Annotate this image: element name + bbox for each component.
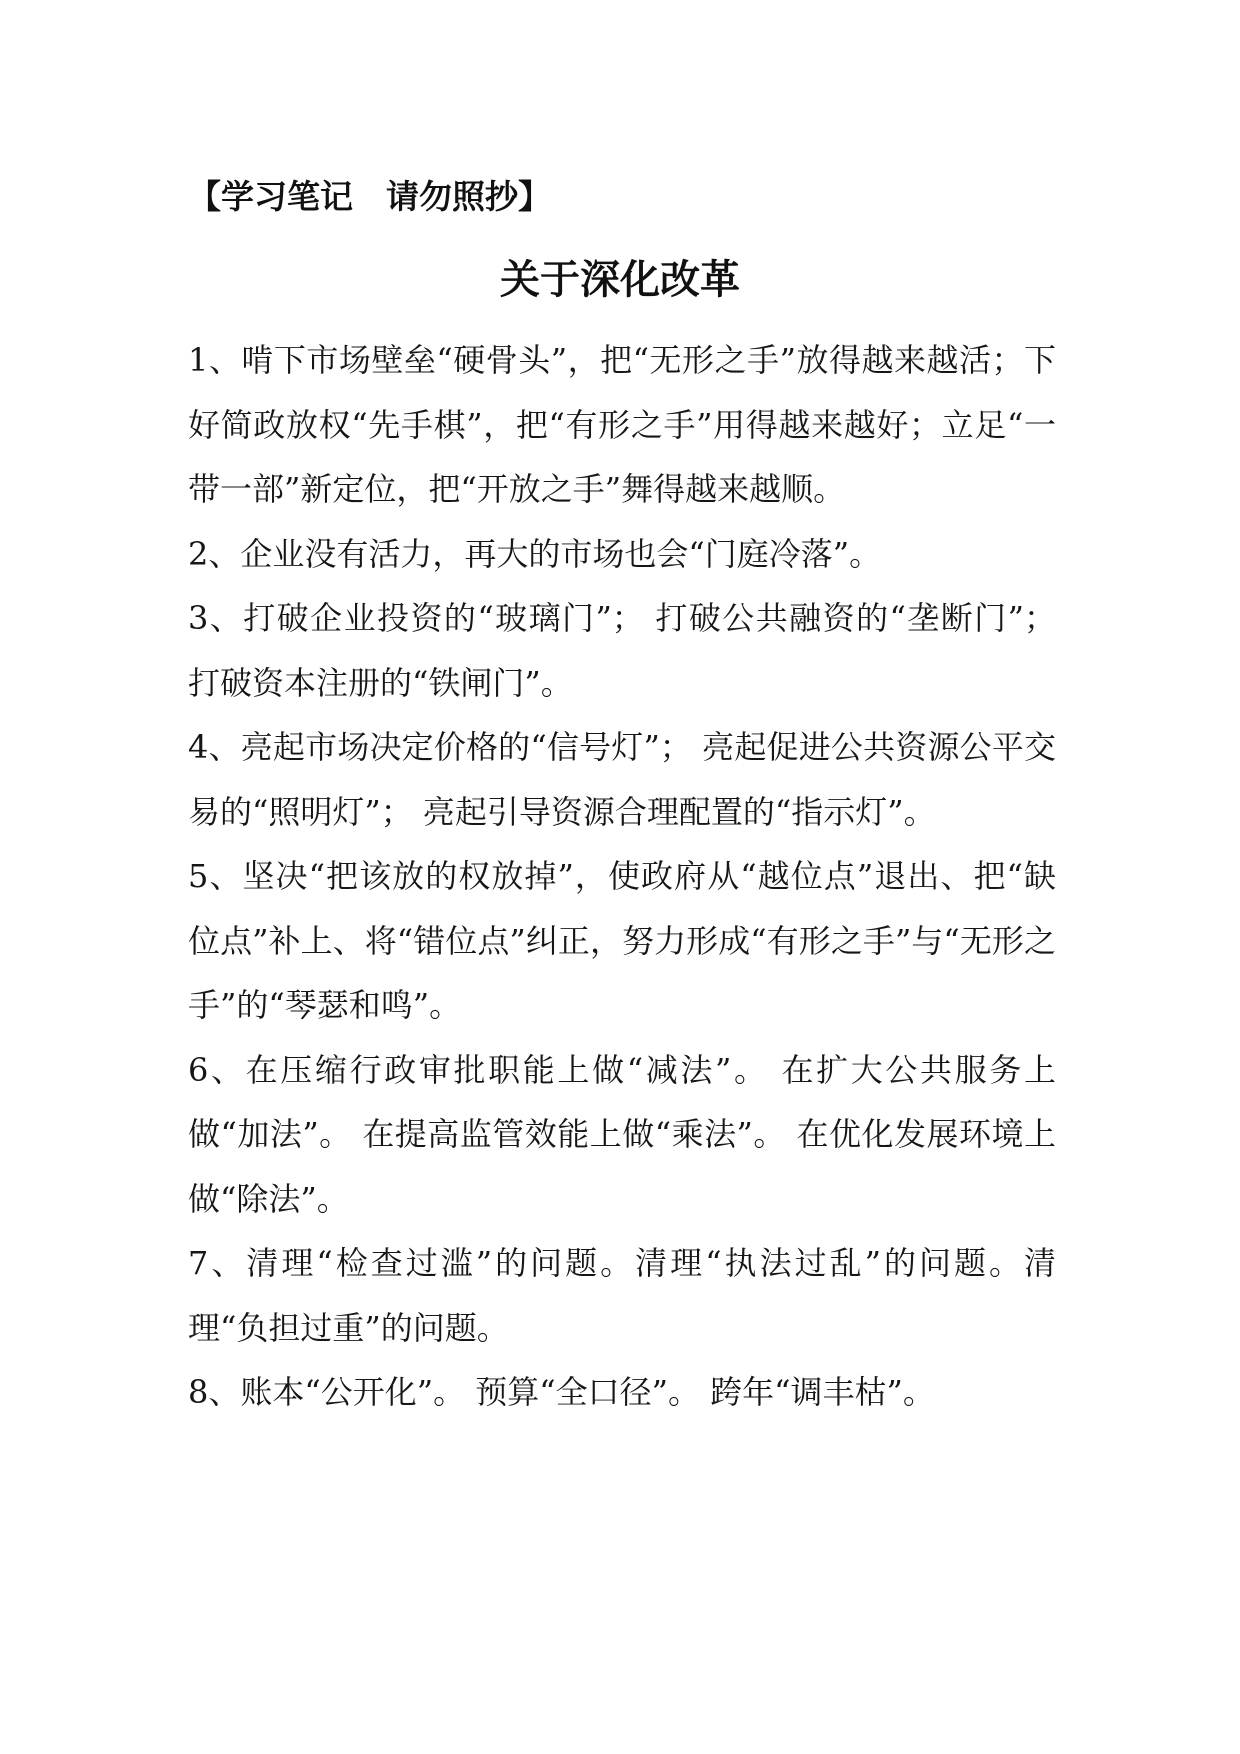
list-item: 3、打破企业投资的“玻璃门”； 打破公共融资的“垄断门”； 打破资本注册的“铁闸门”。 <box>188 599 1056 702</box>
list-item: 8、账本“公开化”。 预算“全口径”。 跨年“调丰枯”。 <box>188 1373 935 1411</box>
list-item: 7、清理“检查过滥”的问题。清理“执法过乱”的问题。清理“负担过重”的问题。 <box>188 1244 1056 1347</box>
list-item: 4、亮起市场决定价格的“信号灯”； 亮起促进公共资源公平交易的“照明灯”； 亮起引导资源合理配置的“指示灯”。 <box>188 728 1056 831</box>
page-title: 关于深化改革 <box>500 257 740 303</box>
list-item: 1、啃下市场壁垒“硬骨头”，把“无形之手”放得越来越活；下好简政放权“先手棋”，把“有形之手”用得越来越好；立足“一带一部”新定位，把“开放之手”舞得越来越顺。 <box>188 341 1056 508</box>
header-note: 【学习笔记 请勿照抄】 <box>188 177 551 216</box>
document-body <box>188 328 1056 1425</box>
list-item: 6、在压缩行政审批职能上做“减法”。 在扩大公共服务上做“加法”。 在提高监管效能上做“乘法”。 在优化发展环境上做“除法”。 <box>188 1050 1056 1218</box>
list-item: 2、企业没有活力，再大的市场也会“门庭冷落”。 <box>188 534 882 573</box>
list-item: 5、坚决“把该放的权放掉”，使政府从“越位点”退出、把“缺位点”补上、将“错位点”纠正，努力形成“有形之手”与“无形之手”的“琴瑟和鸣”。 <box>188 857 1056 1024</box>
